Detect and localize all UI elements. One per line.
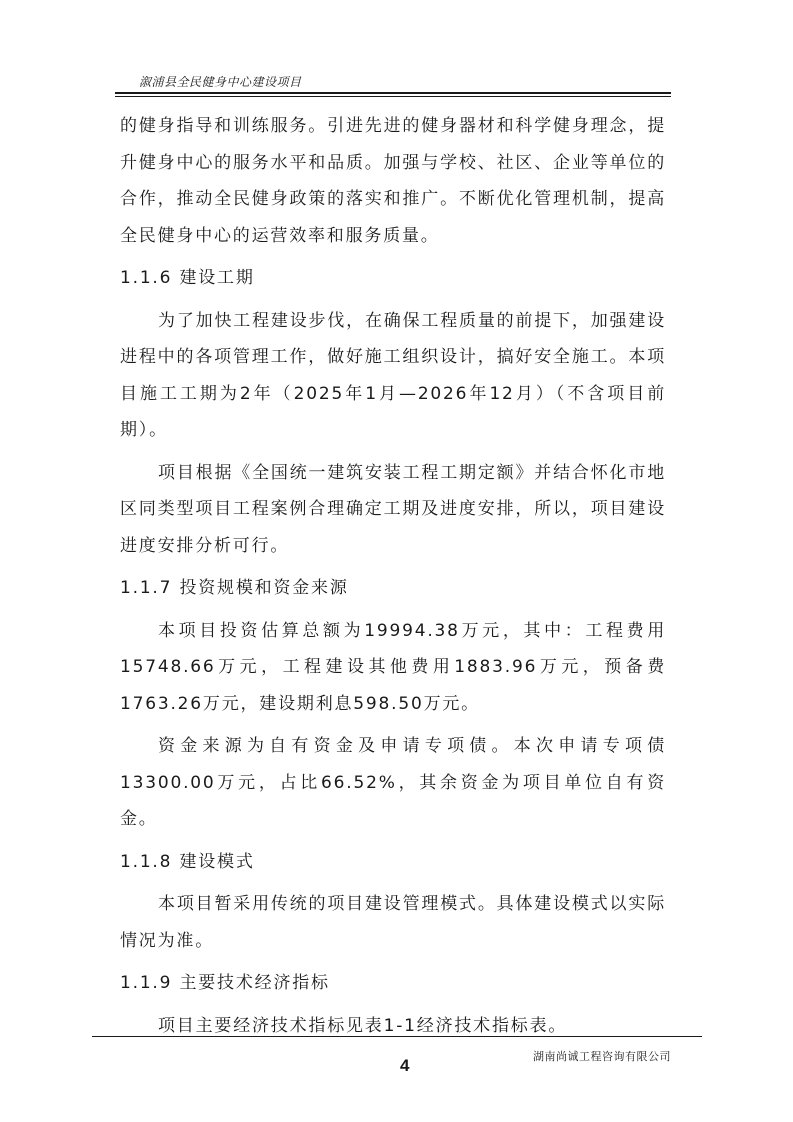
document-body: [120, 108, 666, 1050]
footer-rule: [92, 1036, 702, 1037]
paragraph: 资金来源为自有资金及申请专项债。本次申请专项债13300.00万元，占比66.52%，其余资金为项目单位自有资金。: [120, 736, 666, 829]
paragraph: 项目根据《全国统一建筑安装工程工期定额》并结合怀化市地区同类型项目工程案例合理确定工期及进度安排，所以，项目建设进度安排分析可行。: [120, 462, 666, 556]
section-heading-1-1-9: 1.1.9 主要技术经济指标: [120, 973, 330, 993]
section-heading-1-1-8: 1.1.8 建设模式: [120, 851, 255, 872]
header-rule: [115, 92, 671, 94]
section-heading-1-1-7: 1.1.7 投资规模和资金来源: [120, 578, 349, 598]
continuation-paragraph: 的健身指导和训练服务。引进先进的健身器材和科学健身理念，提升健身中心的服务水平和品质。加强与学校、社区、企业等单位的合作，推动全民健身政策的落实和推广。不断优化管理机制，提高全民健身中心的运营效率和服务质量。: [120, 116, 666, 246]
header-title: 溆浦县全民健身中心建设项目: [139, 75, 302, 89]
header-rule-secondary: [115, 96, 671, 97]
section-heading-1-1-6: 1.1.6 建设工期: [120, 268, 255, 288]
paragraph: 为了加快工程建设步伐，在确保工程质量的前提下，加强建设进程中的各项管理工作，做好施工组织设计，搞好安全施工。本项目施工工期为2年（2025年1月—2026年12月）（不含项目前期）。: [120, 310, 666, 440]
paragraph: 项目主要经济技术指标见表1-1经济技术指标表。: [158, 1015, 568, 1036]
page-number: 4: [400, 1056, 410, 1075]
paragraph: 本项目暂采用传统的项目建设管理模式。具体建设模式以实际情况为准。: [120, 894, 666, 951]
page-header: [115, 74, 671, 94]
footer-company-name: 湖南尚诚工程咨询有限公司: [533, 1050, 671, 1063]
paragraph: 本项目投资估算总额为19994.38万元，其中：工程费用15748.66万元，工程建设其他费用1883.96万元，预备费1763.26万元，建设期利息598.50万元。: [120, 620, 666, 714]
